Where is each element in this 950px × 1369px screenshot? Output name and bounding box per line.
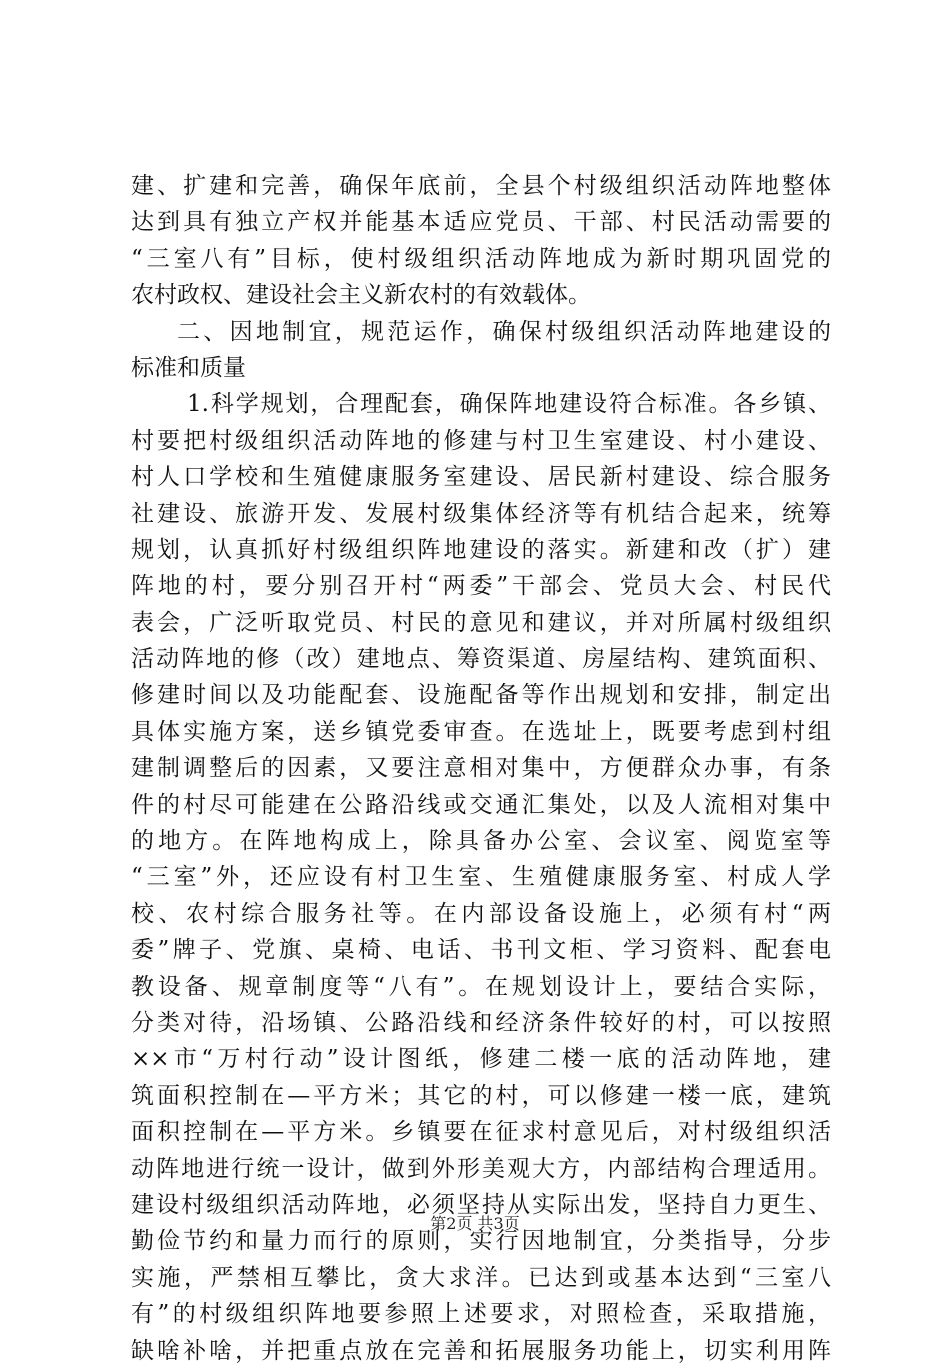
page-footer: 第2页 共3页 [430, 1214, 520, 1233]
text-line: 的地方。在阵地构成上，除具备办公室、会议室、阅览室等 [131, 828, 831, 855]
text-line: 实施，严禁相互攀比，贪大求洋。已达到或基本达到“三室八 [131, 1264, 831, 1291]
text-line: 委”牌子、党旗、桌椅、电话、书刊文柜、学习资料、配套电 [131, 937, 831, 964]
text-line: “三室”外，还应设有村卫生室、生殖健康服务室、村成人学 [131, 864, 831, 891]
text-line: 1.科学规划，合理配套，确保阵地建设符合标准。各乡镇、 [187, 391, 831, 418]
text-line: ××市“万村行动”设计图纸，修建二楼一底的活动阵地，建 [131, 1046, 831, 1073]
text-line: 修建时间以及功能配套、设施配备等作出规划和安排，制定出 [131, 682, 831, 709]
text-line: 有”的村级组织阵地要参照上述要求，对照检查，采取措施， [131, 1301, 831, 1328]
text-line: 教设备、规章制度等“八有”。在规划设计上，要结合实际， [131, 973, 831, 1000]
text-line: 标准和质量 [131, 354, 246, 381]
text-line: 件的村尽可能建在公路沿线或交通汇集处，以及人流相对集中 [131, 791, 831, 818]
text-line: 筑面积控制在—平方米；其它的村，可以修建一楼一底，建筑 [131, 1082, 831, 1109]
text-line: 村要把村级组织活动阵地的修建与村卫生室建设、村小建设、 [131, 427, 831, 454]
text-line: 动阵地进行统一设计，做到外形美观大方，内部结构合理适用。 [131, 1155, 831, 1182]
text-line: 农村政权、建设社会主义新农村的有效载体。 [131, 282, 591, 309]
text-line: 阵地的村，要分别召开村“两委”干部会、党员大会、村民代 [131, 573, 831, 600]
text-line: 分类对待，沿场镇、公路沿线和经济条件较好的村，可以按照 [131, 1009, 831, 1036]
text-line: 规划，认真抓好村级组织阵地建设的落实。新建和改（扩）建 [131, 536, 831, 563]
text-line: 面积控制在—平方米。乡镇要在征求村意见后，对村级组织活 [131, 1119, 831, 1146]
text-line: 校、农村综合服务社等。在内部设备设施上，必须有村“两 [131, 900, 831, 927]
text-line: 勤俭节约和量力而行的原则，实行因地制宜，分类指导，分步 [131, 1228, 831, 1255]
text-line: 建制调整后的因素，又要注意相对集中，方便群众办事，有条 [131, 755, 831, 782]
text-line: 活动阵地的修（改）建地点、筹资渠道、房屋结构、建筑面积、 [131, 646, 831, 673]
text-line: 二、因地制宜，规范运作，确保村级组织活动阵地建设的 [177, 318, 831, 345]
text-line: 社建设、旅游开发、发展村级集体经济等有机结合起来，统筹 [131, 500, 831, 527]
text-line: 缺啥补啥，并把重点放在完善和拓展服务功能上，切实利用阵 [131, 1337, 831, 1364]
text-line: “三室八有”目标，使村级组织活动阵地成为新时期巩固党的 [131, 245, 831, 272]
body-text [131, 168, 831, 1369]
text-line: 具体实施方案，送乡镇党委审查。在选址上，既要考虑到村组 [131, 718, 831, 745]
text-line: 建、扩建和完善，确保年底前，全县个村级组织活动阵地整体 [131, 173, 831, 199]
text-line: 表会，广泛听取党员、村民的意见和建议，并对所属村级组织 [131, 609, 831, 636]
text-line: 达到具有独立产权并能基本适应党员、干部、村民活动需要的 [131, 209, 831, 236]
text-line: 建设村级组织活动阵地，必须坚持从实际出发，坚持自力更生、 [131, 1191, 831, 1218]
text-line: 村人口学校和生殖健康服务室建设、居民新村建设、综合服务 [131, 464, 831, 491]
